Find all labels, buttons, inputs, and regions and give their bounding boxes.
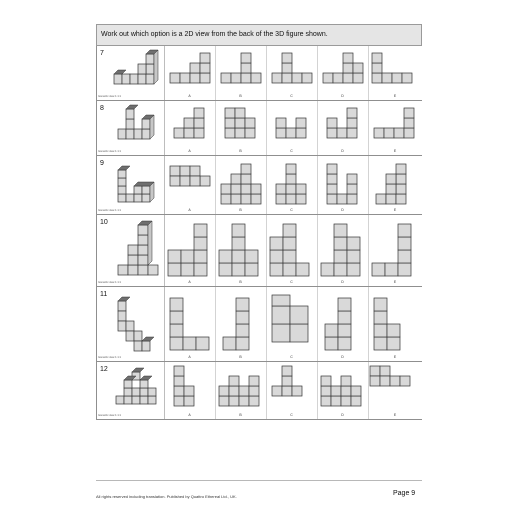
option-label: B [239, 149, 242, 153]
option-label: C [290, 413, 293, 417]
question-row-12 [96, 362, 422, 419]
option-label: E [393, 413, 397, 417]
question-number: 7 [100, 50, 104, 57]
option-cell[interactable] [164, 156, 216, 214]
option-cell[interactable] [215, 46, 267, 100]
figure-cell [96, 362, 165, 419]
option-label: B [239, 280, 242, 284]
option-label: B [239, 94, 242, 98]
question-number: 12 [100, 366, 108, 373]
figure-cell [96, 156, 165, 214]
option-label: E [393, 94, 397, 98]
figure-cell [96, 46, 165, 100]
question-number: 10 [100, 219, 108, 226]
option-cell[interactable] [368, 156, 422, 214]
question-number: 8 [100, 105, 104, 112]
isometric-figure [114, 52, 160, 92]
option-cell[interactable] [317, 287, 369, 361]
page-number: Page 9 [393, 490, 416, 497]
isometric-figure [118, 107, 162, 147]
option-cell[interactable] [317, 215, 369, 286]
option-cell[interactable] [215, 287, 267, 361]
figure-caption: Isometric view 1:1:1 [98, 209, 121, 212]
option-label: D [341, 94, 344, 98]
option-cell[interactable] [266, 101, 318, 155]
question-row-11 [96, 287, 422, 361]
option-label: D [341, 208, 344, 212]
option-cell[interactable] [317, 362, 369, 419]
isometric-figure [118, 221, 162, 277]
option-cell[interactable] [164, 101, 216, 155]
question-row-9 [96, 156, 422, 214]
figure-caption: Isometric view 1:1:1 [98, 414, 121, 417]
option-label: E [393, 149, 397, 153]
option-cell[interactable] [215, 215, 267, 286]
option-cell[interactable] [215, 101, 267, 155]
isometric-figure [116, 366, 162, 410]
isometric-figure [118, 162, 162, 206]
option-label: A [188, 413, 191, 417]
option-label: E [393, 208, 397, 212]
question-number: 9 [100, 160, 104, 167]
option-label: C [290, 208, 293, 212]
figure-caption: Isometric view 1:1:1 [98, 281, 121, 284]
option-label: D [341, 280, 344, 284]
option-cell[interactable] [164, 362, 216, 419]
option-label: B [239, 355, 242, 359]
option-cell[interactable] [164, 215, 216, 286]
figure-caption: Isometric view 1:1:1 [98, 150, 121, 153]
option-cell[interactable] [368, 362, 422, 419]
question-row-10 [96, 215, 422, 286]
option-cell[interactable] [266, 215, 318, 286]
question-number: 11 [100, 291, 108, 298]
option-label: D [341, 355, 344, 359]
option-cell[interactable] [317, 46, 369, 100]
figure-cell [96, 101, 165, 155]
option-cell[interactable] [317, 156, 369, 214]
option-label: A [188, 355, 191, 359]
option-label: D [341, 149, 344, 153]
option-cell[interactable] [266, 46, 318, 100]
option-label: E [393, 280, 397, 284]
option-label: D [341, 413, 344, 417]
figure-caption: Isometric view 1:1:1 [98, 356, 121, 359]
option-label: A [188, 149, 191, 153]
option-cell[interactable] [215, 362, 267, 419]
option-label: C [290, 280, 293, 284]
option-label: E [393, 355, 397, 359]
figure-caption: Isometric view 1:1:1 [98, 95, 121, 98]
option-cell[interactable] [317, 101, 369, 155]
row-divider [96, 419, 422, 420]
option-cell[interactable] [368, 46, 422, 100]
option-cell[interactable] [164, 46, 216, 100]
option-cell[interactable] [266, 156, 318, 214]
option-cell[interactable] [164, 287, 216, 361]
option-cell[interactable] [266, 287, 318, 361]
copyright-note: All rights reserved including translation. Published by Quattro Ethereal Ltd., UK. [96, 494, 237, 499]
option-label: A [188, 208, 191, 212]
option-label: B [239, 208, 242, 212]
isometric-figure [118, 293, 154, 353]
option-label: C [290, 94, 293, 98]
option-label: A [188, 94, 191, 98]
option-label: B [239, 413, 242, 417]
option-label: C [290, 355, 293, 359]
option-cell[interactable] [266, 362, 318, 419]
option-label: A [188, 280, 191, 284]
question-row-7 [96, 46, 422, 100]
option-cell[interactable] [368, 287, 422, 361]
figure-cell [96, 215, 165, 286]
question-row-8 [96, 101, 422, 155]
figure-cell [96, 287, 165, 361]
option-cell[interactable] [368, 101, 422, 155]
footer-divider [96, 480, 422, 481]
option-cell[interactable] [215, 156, 267, 214]
instruction-header: Work out which option is a 2D view from the back of the 3D figure shown. [96, 24, 422, 46]
option-cell[interactable] [368, 215, 422, 286]
option-label: C [290, 149, 293, 153]
